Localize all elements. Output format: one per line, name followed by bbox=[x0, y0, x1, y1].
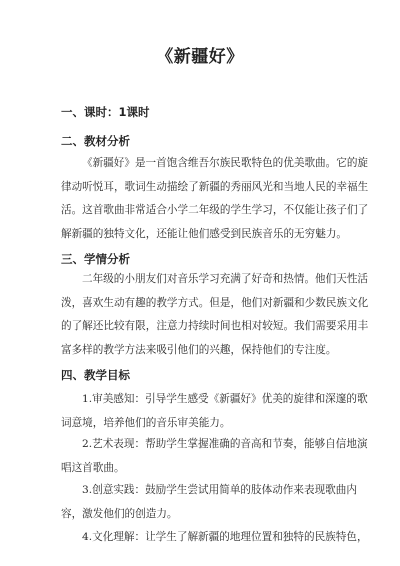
paragraph-line: 容，激发他们的创造力。 bbox=[61, 507, 178, 520]
paragraph-line: 词意境，培养他们的音乐审美能力。 bbox=[61, 416, 231, 429]
goal-item-creative bbox=[61, 479, 357, 526]
paragraph-line: 4.文化理解：让学生了解新疆的地理位置和独特的民族特色， bbox=[82, 531, 368, 543]
paragraph-line: 1.审美感知：引导学生感受《新疆好》优美的旋律和深邃的歌 bbox=[82, 393, 368, 405]
section-heading-teaching-goals: 四、教学目标 bbox=[61, 368, 130, 382]
goal-item-aesthetic bbox=[61, 388, 368, 435]
paragraph-line: 唱这首歌曲。 bbox=[61, 461, 125, 474]
paragraph-line: 解新疆的独特文化，还能让他们感受到民族音乐的无穷魅力。 bbox=[61, 227, 348, 240]
paragraph-line: 泼，喜欢生动有趣的教学方式。但是，他们对新疆和少数民族文化 bbox=[61, 296, 369, 309]
paragraph-line: 2.艺术表现：帮助学生掌握准确的音高和节奏，能够自信地演 bbox=[82, 438, 368, 450]
paragraph-line: 3.创意实践：鼓励学生尝试用简单的肢体动作来表现歌曲内 bbox=[82, 484, 357, 496]
paragraph-line: 富多样的教学方法来吸引他们的兴趣，保持他们的专注度。 bbox=[61, 343, 337, 356]
learner-analysis-paragraph bbox=[61, 268, 369, 362]
section-heading-material-analysis: 二、教材分析 bbox=[61, 134, 130, 148]
paragraph-line: 二年级的小朋友们对音乐学习充满了好奇和热情。他们天性活 bbox=[82, 273, 369, 285]
goal-item-artistic bbox=[61, 433, 368, 480]
paragraph-line: 律动听悦耳，歌词生动描绘了新疆的秀丽风光和当地人民的幸福生 bbox=[61, 180, 369, 193]
section-heading-learner-analysis: 三、学情分析 bbox=[61, 252, 130, 266]
section-heading-lesson-hours: 一、课时：1课时 bbox=[61, 105, 150, 119]
paragraph-line: 《新疆好》是一首饱含维吾尔族民歌特色的优美歌曲。它的旋 bbox=[82, 157, 369, 169]
material-analysis-paragraph bbox=[61, 152, 369, 246]
paragraph-line: 的了解还比较有限，注意力持续时间也相对较短。我们需要采用丰 bbox=[61, 320, 369, 333]
paragraph-line: 活。这首歌曲非常适合小学二年级的学生学习，不仅能让孩子们了 bbox=[61, 204, 369, 217]
goal-item-cultural bbox=[61, 526, 368, 550]
document-title: 《新疆好》 bbox=[156, 47, 244, 67]
